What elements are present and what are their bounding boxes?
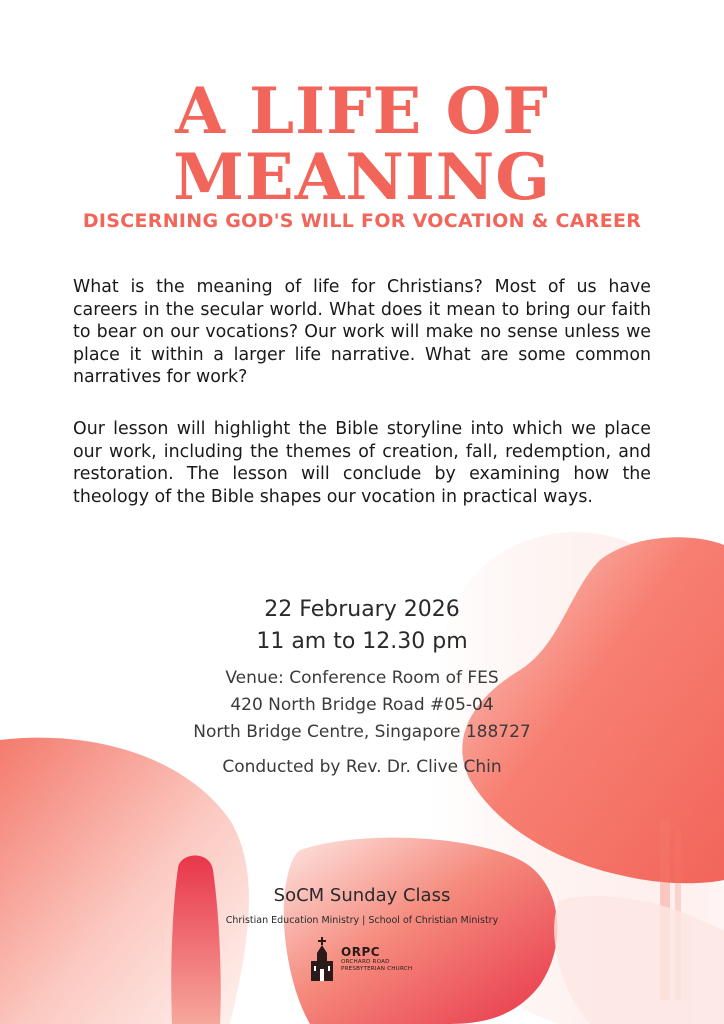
event-date: 22 February 2026 xyxy=(264,597,460,622)
conductor-line: Conducted by Rev. Dr. Clive Chin xyxy=(222,757,502,777)
logo-line-1: ORCHARD ROAD xyxy=(341,958,390,965)
title-line-1: A LIFE OF xyxy=(175,74,549,149)
church-icon xyxy=(309,937,335,981)
logo-line-2: PRESBYTERIAN CHURCH xyxy=(341,965,413,972)
orpc-logo xyxy=(309,937,412,981)
venue-line-3: North Bridge Centre, Singapore 188727 xyxy=(193,722,531,742)
description-paragraph-1: What is the meaning of life for Christians? Most of us have careers in the secular world. What does it mean to bring our faith to bear on our vocations? Our work will make no sense unless we place it within a larger life narrative. What are some common narratives for work? xyxy=(73,277,651,388)
description-paragraph-2: Our lesson will highlight the Bible storyline into which we place our work, including the themes of creation, fall, redemption, and restoration. The lesson will conclude by examining how the theology of the Bible shapes our vocation in practical ways. xyxy=(73,419,651,507)
venue-line-2: 420 North Bridge Road #05-04 xyxy=(230,695,494,715)
ministry-line: Christian Education Ministry | School of Christian Ministry xyxy=(225,915,499,926)
venue-line-1: Venue: Conference Room of FES xyxy=(225,668,499,688)
event-time: 11 am to 12.30 pm xyxy=(256,629,468,654)
logo-abbreviation: ORPC xyxy=(341,944,381,959)
title-line-2: MEANING xyxy=(173,140,551,215)
subtitle: DISCERNING GOD'S WILL FOR VOCATION & CAREER xyxy=(82,210,642,232)
class-name: SoCM Sunday Class xyxy=(273,885,451,906)
